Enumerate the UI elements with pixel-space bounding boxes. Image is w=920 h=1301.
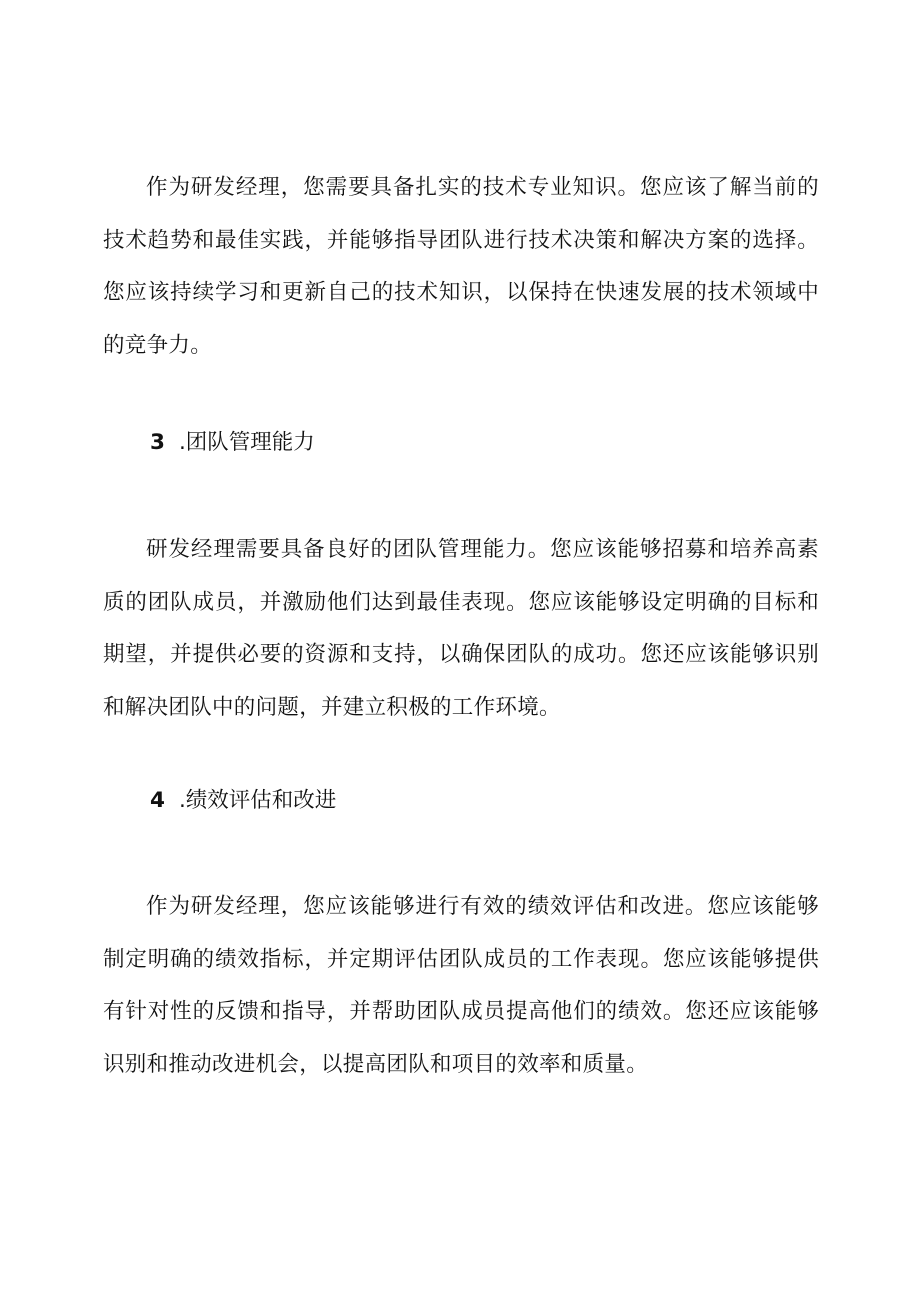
heading-text: .团队管理能力 <box>178 430 315 455</box>
paragraph-technical-expertise: 作为研发经理，您需要具备扎实的技术专业知识。您应该了解当前的技术趋势和最佳实践，并能够指导团队进行技术决策和解决方案的选择。您应该持续学习和更新自己的技术知识，以保持在快速发展的技术领域中的竞争力。 <box>103 175 819 358</box>
heading-number: 3 <box>150 430 165 455</box>
heading-text: .绩效评估和改进 <box>178 788 337 813</box>
heading-number: 4 <box>150 788 165 813</box>
paragraph-team-management: 研发经理需要具备良好的团队管理能力。您应该能够招募和培养高素质的团队成员，并激励他们达到最佳表现。您应该能够设定明确的目标和期望，并提供必要的资源和支持，以确保团队的成功。您还应该能够识别和解决团队中的问题，并建立积极的工作环境。 <box>103 537 819 720</box>
heading-performance-evaluation <box>150 786 336 816</box>
paragraph-performance-evaluation: 作为研发经理，您应该能够进行有效的绩效评估和改进。您应该能够制定明确的绩效指标，并定期评估团队成员的工作表现。您应该能够提供有针对性的反馈和指导，并帮助团队成员提高他们的绩效。您还应该能够识别和推动改进机会，以提高团队和项目的效率和质量。 <box>103 894 819 1077</box>
heading-team-management <box>150 428 315 458</box>
